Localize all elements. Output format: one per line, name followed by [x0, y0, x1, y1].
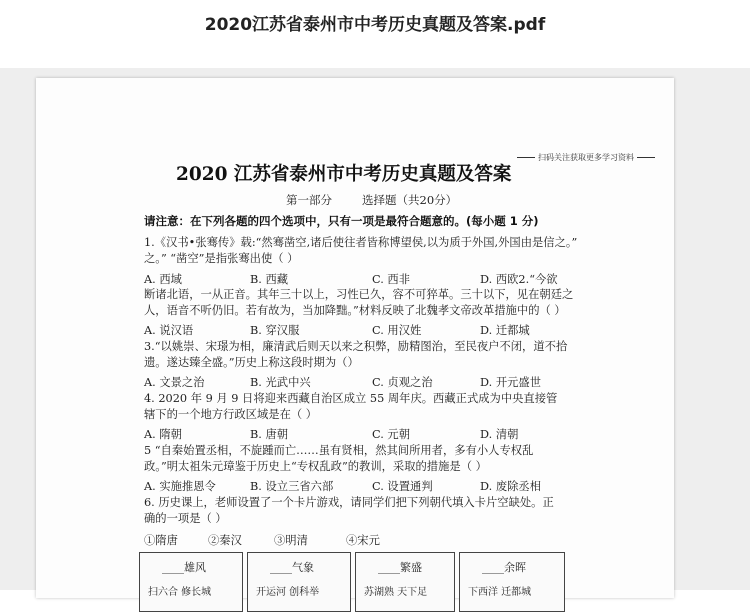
card-1-title: ____雄风	[162, 561, 206, 574]
q2-option-c: C. 用汉姓	[372, 324, 422, 337]
q4-option-a: A. 隋朝	[144, 428, 182, 441]
q4-option-b: B. 唐朝	[250, 428, 289, 441]
question-4-line-2: 辖下的一个地方行政区域是在（ ）	[144, 408, 318, 421]
section-part: 第一部分	[286, 193, 332, 207]
q2-option-d: D. 迁都城	[480, 324, 530, 337]
card-4-body: 下西洋 迁都城	[468, 587, 532, 598]
document-title: 2020江苏省泰州市中考历史真题及答案.pdf	[204, 15, 546, 35]
promo-dash-right	[637, 157, 655, 158]
q1-option-b: B. 西藏	[250, 273, 289, 286]
card-2	[247, 552, 351, 612]
card-3-body: 苏湖熟 天下足	[364, 587, 428, 598]
question-5-line-2: 政。”明太祖朱元璋鉴于历史上“专权乱政”的教训，采取的措施是（ ）	[144, 460, 487, 473]
card-4	[459, 552, 565, 612]
q6-choice-4: ④宋元	[346, 534, 380, 547]
card-3	[355, 552, 455, 612]
q3-option-d: D. 开元盛世	[480, 376, 542, 389]
promo-dash-left	[517, 157, 535, 158]
q6-choice-3: ③明清	[274, 534, 308, 547]
card-2-body: 开运河 创科举	[256, 587, 320, 598]
q4-option-c: C. 元朝	[372, 428, 411, 441]
question-4-line-1: 4. 2020 年 9 月 9 日将迎来西藏自治区成立 55 周年庆。西藏正式成为中央直接管	[144, 392, 558, 405]
card-1	[139, 552, 243, 612]
q1-option-c: C. 西非	[372, 273, 411, 286]
notice-text: 请注意：在下列各题的四个选项中，只有一项是最符合题意的。(每小题 1 分)	[144, 214, 539, 228]
card-4-title: ____余晖	[482, 561, 526, 574]
card-2-title: ____气象	[270, 561, 314, 574]
q5-option-c: C. 设置通判	[372, 480, 433, 493]
q6-choice-2: ②秦汉	[208, 534, 242, 547]
exam-title: 2020 江苏省泰州市中考历史真题及答案	[176, 164, 512, 185]
question-5-line-1: 5 “自秦始置丞相，不旋踵而亡……虽有贤相，然其间所用者，多有小人专权乱	[144, 444, 534, 457]
q1-option-a: A. 西域	[144, 273, 182, 286]
promo-text: 扫码关注获取更多学习资料	[514, 152, 658, 163]
question-2-line-1: 断诸北语，一从正音。其年三十以上，习性已久，容不可猝革。三十以下，见在朝廷之	[144, 288, 574, 301]
q2-option-a: A. 说汉语	[144, 324, 194, 337]
section-header	[286, 192, 487, 208]
q3-option-b: B. 光武中兴	[250, 376, 311, 389]
question-6-line-2: 确的一项是（ ）	[144, 512, 227, 525]
question-3-line-2: 遗。遂达臻全盛。”历史上称这段时期为（）	[144, 356, 359, 369]
pdf-page	[36, 78, 674, 598]
q4-option-d: D. 清朝	[480, 428, 519, 441]
q3-option-c: C. 贞观之治	[372, 376, 433, 389]
question-1-line-2: 之。” “凿空”是指张骞出使（ ）	[144, 252, 299, 265]
q5-option-d: D. 废除丞相	[480, 480, 542, 493]
question-2-line-2: 人，语音不听仍旧。若有故为，当加降黜。”材料反映了北魏孝文帝改革措施中的（ ）	[144, 304, 566, 317]
title-bar	[0, 0, 750, 68]
q3-option-a: A. 文景之治	[144, 376, 205, 389]
question-6-line-1: 6. 历史课上，老师设置了一个卡片游戏，请同学们把下列朝代填入卡片空缺处。正	[144, 496, 554, 509]
q1-option-d: D. 西欧2.“今欲	[480, 273, 558, 286]
question-1-line-1: 1.《汉书•张骞传》载:“然骞凿空,诸后使往者皆称博望侯,以为质于外国,外国由是信之。”	[144, 236, 578, 249]
question-3-line-1: 3.“以姚崇、宋璟为相，廉清武后则天以来之积弊，励精图治，至民夜户不闭，道不拾	[144, 340, 568, 353]
q2-option-b: B. 穿汉服	[250, 324, 300, 337]
card-3-title: ____繁盛	[378, 561, 422, 574]
q5-option-b: B. 设立三省六部	[250, 480, 334, 493]
section-type: 选择题（共20分）	[362, 193, 458, 207]
card-1-body: 扫六合 修长城	[148, 587, 212, 598]
q6-choice-1: ①隋唐	[144, 534, 178, 547]
pdf-viewer[interactable]	[0, 68, 750, 598]
q5-option-a: A. 实施推恩令	[144, 480, 216, 493]
